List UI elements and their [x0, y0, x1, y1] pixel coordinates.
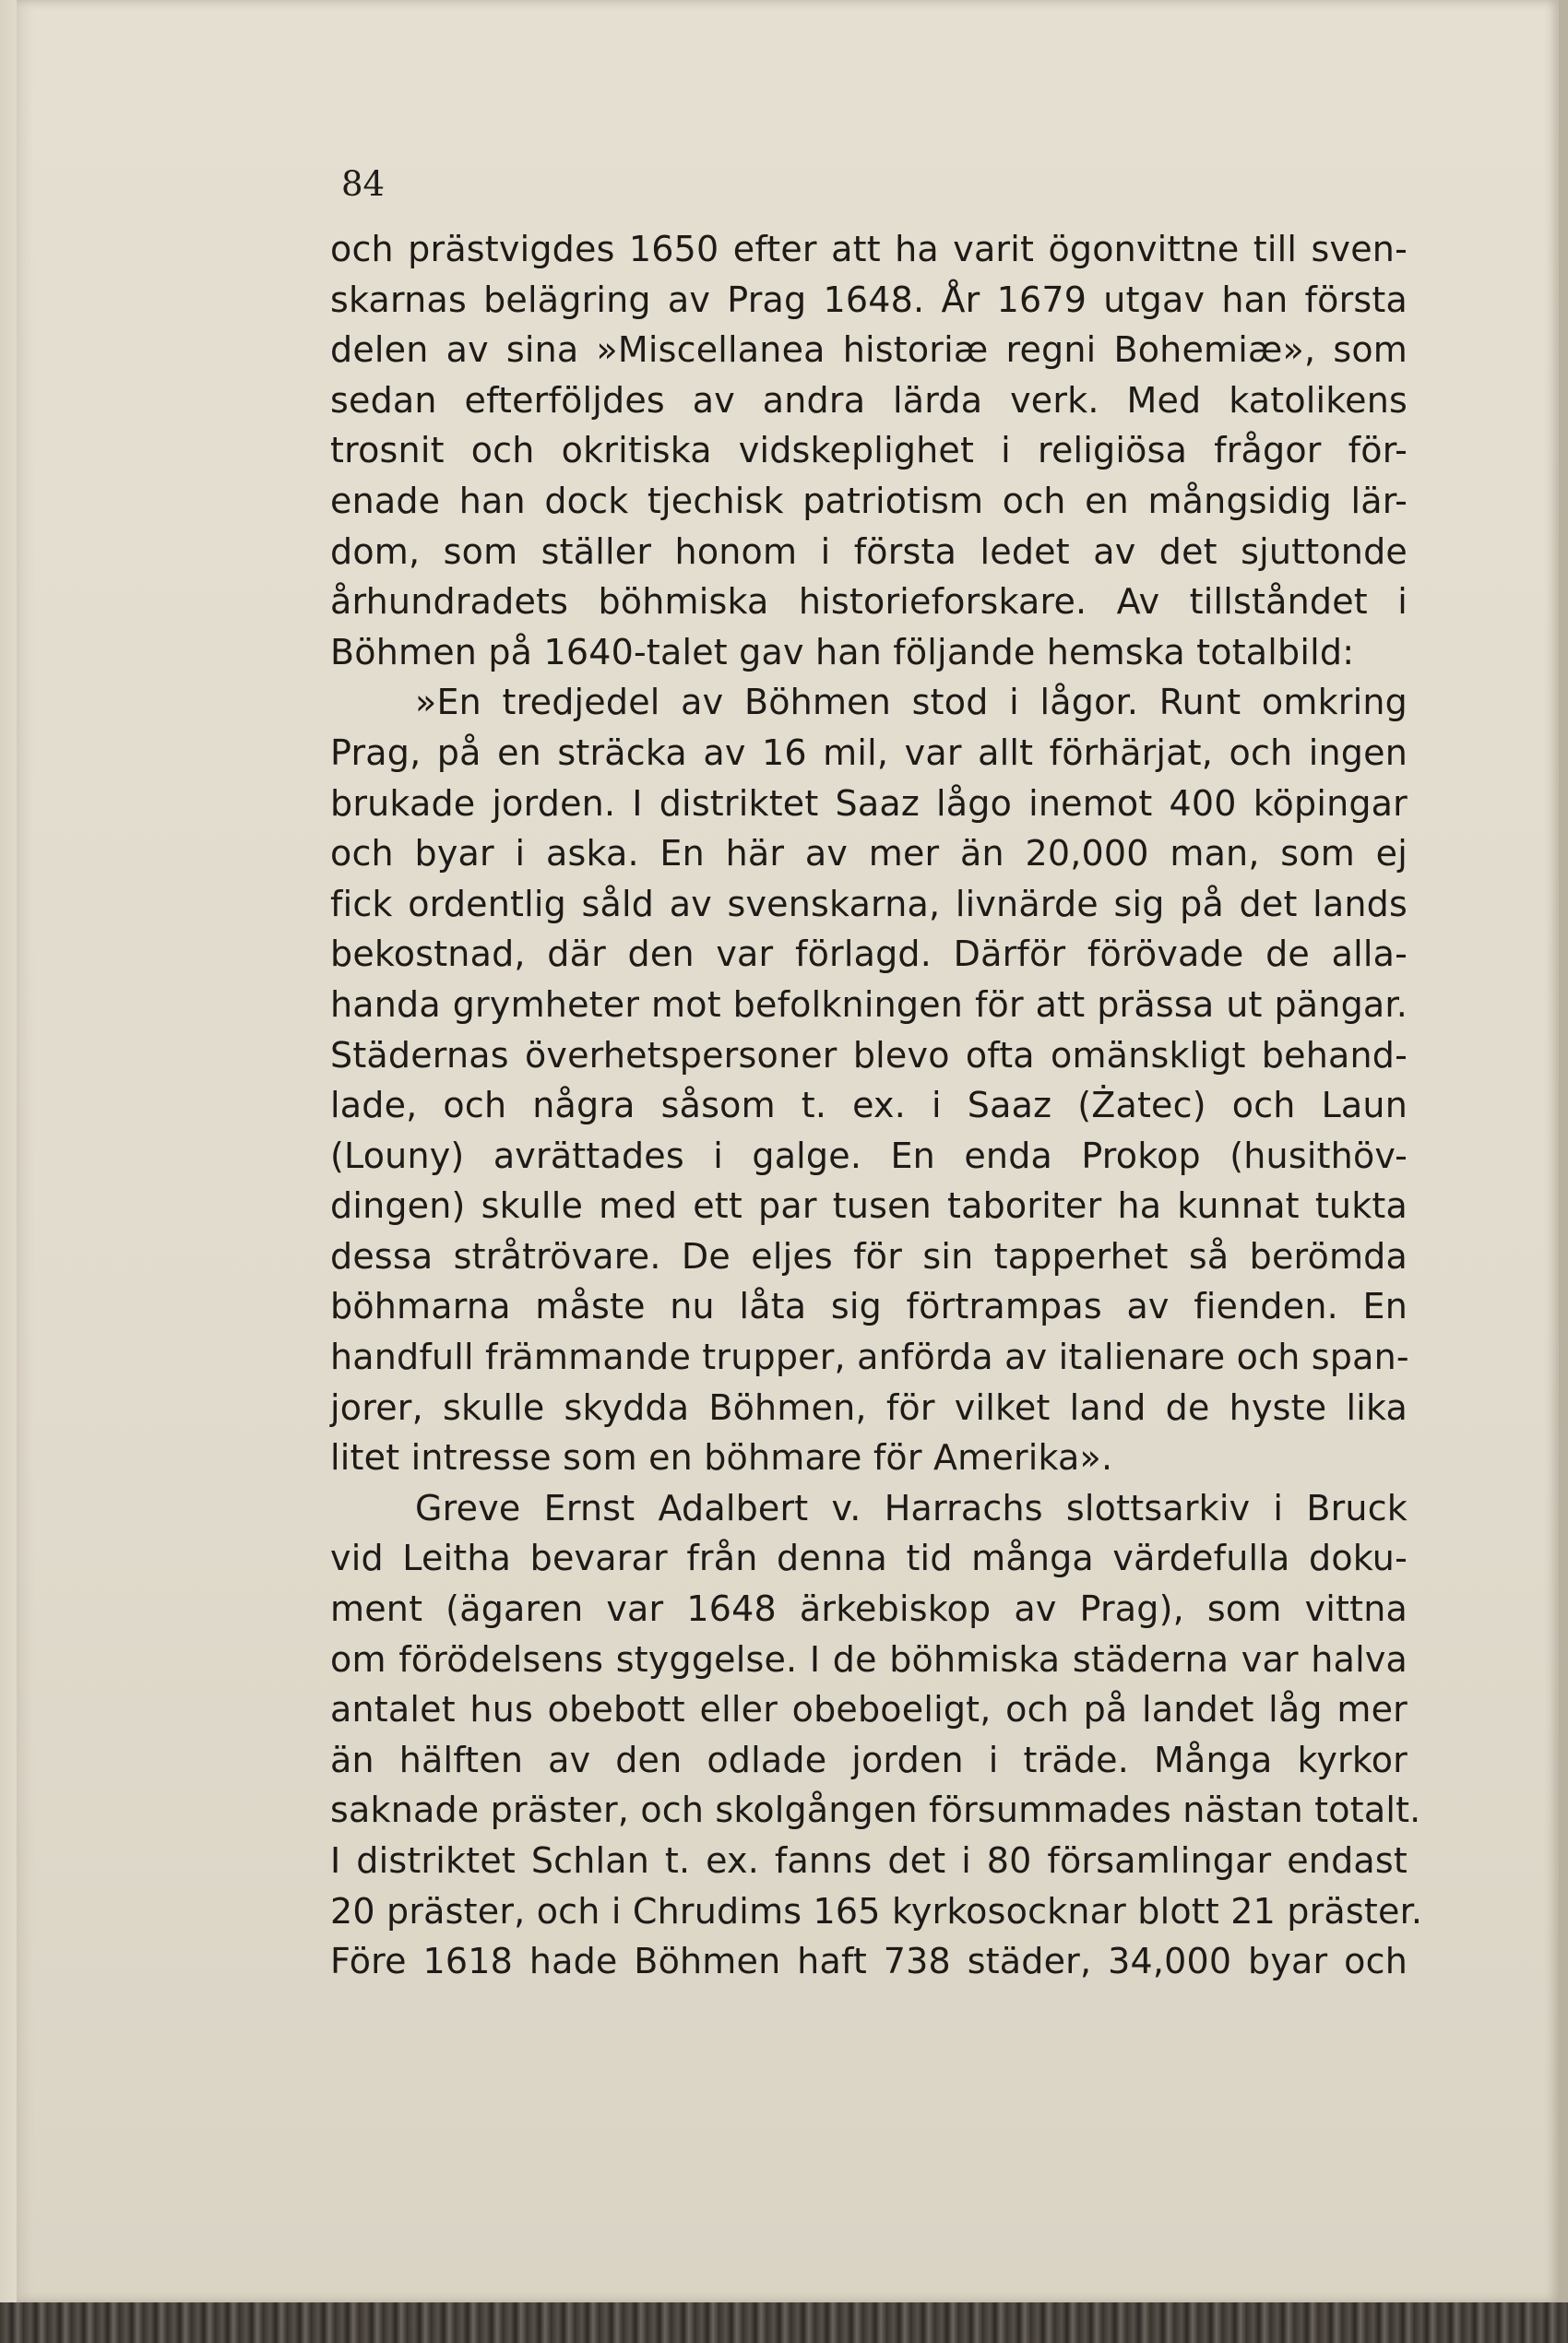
text-line: bekostnad, där den var förlagd. Därför förövade de alla- — [330, 934, 1408, 975]
text-line: århundradets böhmiska historieforskare. Av tillståndet i — [330, 581, 1408, 623]
text-line: och prästvigdes 1650 efter att ha varit ögonvittne till sven- — [330, 229, 1408, 269]
text-line: handa grymheter mot befolkningen för att prässa ut pängar. — [330, 983, 1408, 1025]
body-text — [330, 224, 1423, 1987]
text-line: Greve Ernst Adalbert v. Harrachs slottsarkiv i Bruck — [415, 1487, 1408, 1528]
page-right-edge — [1559, 0, 1568, 2343]
text-line: och byar i aska. En här av mer än 20,000 man, som ej — [330, 833, 1408, 874]
text-line: än hälften av den odlade jorden i träde. Många kyrkor — [330, 1739, 1408, 1780]
text-line: dessa stråtrövare. De eljes för sin tapperhet så berömda — [330, 1235, 1408, 1277]
text-line: fick ordentlig såld av svenskarna, livnärde sig på det lands — [330, 883, 1408, 924]
text-line: vid Leitha bevarar från denna tid många värdefulla doku- — [330, 1538, 1408, 1579]
page-bottom-edge — [0, 2302, 1568, 2343]
text-line: saknade präster, och skolgången försummades nästan totalt. — [330, 1790, 1421, 1831]
text-line: brukade jorden. I distriktet Saaz lågo inemot 400 köpingar — [330, 782, 1408, 824]
text-line: böhmarna måste nu låta sig förtrampas av fienden. En — [330, 1286, 1408, 1327]
text-line: trosnit och okritiska vidskeplighet i religiösa frågor för- — [330, 430, 1408, 471]
text-line: Städernas överhetspersoner blevo ofta omänskligt behand- — [330, 1034, 1408, 1076]
text-line: lade, och några såsom t. ex. i Saaz (Żatec) och Laun — [330, 1085, 1408, 1126]
text-line: handfull främmande trupper, anförda av italienare och span- — [330, 1337, 1409, 1378]
text-line: sedan efterföljdes av andra lärda verk. Med katolikens — [330, 379, 1408, 421]
text-line: jorer, skulle skydda Böhmen, för vilket land de hyste lika — [330, 1386, 1408, 1428]
text-line: delen av sina »Miscellanea historiæ regni Bohemiæ», som — [330, 329, 1408, 371]
text-line: litet intresse som en böhmare för Amerika». — [330, 1437, 1113, 1479]
text-line: I distriktet Schlan t. ex. fanns det i 80 församlingar endast — [330, 1840, 1408, 1881]
text-line: (Louny) avrättades i galge. En enda Prokop (husithöv- — [330, 1135, 1408, 1176]
text-line: dom, som ställer honom i första ledet av det sjuttonde — [330, 530, 1408, 572]
text-line: Böhmen på 1640-talet gav han följande hemska totalbild: — [330, 631, 1355, 672]
text-line: om förödelsens styggelse. I de böhmiska städerna var halva — [330, 1638, 1408, 1680]
text-line: skarnas belägring av Prag 1648. År 1679 utgav han första — [330, 279, 1408, 320]
text-line: »En tredjedel av Böhmen stod i lågor. Runt omkring — [415, 682, 1408, 723]
book-page — [17, 0, 1559, 2302]
text-line: 20 präster, och i Chrudims 165 kyrkosocknar blott 21 präster. — [330, 1890, 1423, 1932]
text-line: dingen) skulle med ett par tusen taboriter ha kunnat tukta — [330, 1185, 1408, 1227]
text-line: ment (ägaren var 1648 ärkebiskop av Prag), som vittna — [330, 1588, 1408, 1630]
text-line: Före 1618 hade Böhmen haft 738 städer, 34,000 byar och — [330, 1941, 1408, 1982]
page-number: 84 — [341, 164, 386, 204]
text-line: Prag, på en sträcka av 16 mil, var allt förhärjat, och ingen — [330, 731, 1408, 773]
text-line: enade han dock tjechisk patriotism och en mångsidig lär- — [330, 480, 1408, 521]
text-line: antalet hus obebott eller obeboeligt, och på landet låg mer — [330, 1689, 1408, 1730]
